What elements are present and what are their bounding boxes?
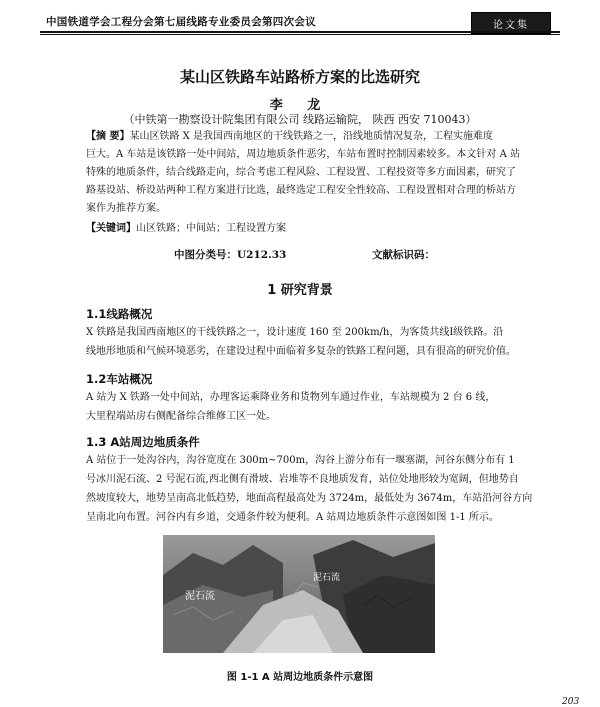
conference-header: 中国铁道学会工程分会第七届线路专业委员会第四次会议: [46, 16, 316, 28]
abstract-line-4: 路基设站、桥设站两种工程方案进行比选，最终选定工程安全性较高、工程设置相对合理的桥站方: [86, 185, 516, 196]
abstract-line-3: 特殊的地质条件，结合线路走向，综合考虑工程风险、工程设置、工程投资等多方面因素，研究了: [86, 167, 516, 178]
keywords-label: 【关键词】: [86, 223, 136, 234]
keywords-text: 山区铁路；中间站；工程设置方案: [136, 223, 286, 234]
proceedings-logo: 论文集: [471, 12, 551, 34]
abstract-line-2: 巨大。A 车站是该铁路一处中间站，周边地质条件恶劣，车站布置时控制因素较多。本文针对 A 站: [86, 149, 520, 160]
figure-caption: 图 1-1 A 站周边地质条件示意图: [226, 672, 374, 683]
paper-title: 某山区铁路车站路桥方案的比选研究: [179, 68, 420, 86]
abstract-label: 【摘 要】: [86, 131, 130, 142]
paragraph-line: A 站位于一处沟谷内，沟谷宽度在 300m~700m，沟谷上游分布有一堰塞湖，河谷东侧分布有 1: [86, 455, 515, 466]
header-rule-thin: [40, 34, 560, 35]
clc-number: 中图分类号：U212.33: [174, 249, 287, 261]
page-number: 203: [562, 697, 580, 707]
section-heading: 1 研究背景: [267, 283, 333, 298]
author-affiliation: （中铁第一勘察设计院集团有限公司 线路运输院， 陕西 西安 710043）: [123, 113, 477, 126]
paragraph-line: 然坡度较大，地势呈南高北低趋势，地面高程最高处为 3724m，最低处为 3674m，车站沿河谷方向: [86, 493, 533, 504]
paragraph-line: A 站为 X 铁路一处中间站，办理客运乘降业务和货物列车通过作业，车站规模为 2 台 6 线，: [86, 392, 496, 403]
geology-aerial-photo: [163, 535, 435, 653]
figure-label-left: 泥石流: [185, 591, 215, 602]
paper-author: 李 龙: [269, 98, 331, 113]
paragraph-line: 线地形地质和气候环境恶劣，在建设过程中面临着多复杂的铁路工程问题，具有很高的研究价值。: [86, 346, 516, 357]
document-code: 文献标识码：: [372, 249, 435, 261]
paragraph-line: 号冰川泥石流、2 号泥石流,西北侧有滑坡、岩堆等不良地质发育，站位处地形较为宽阔，但地势自: [86, 474, 519, 485]
paragraph-line: 大里程端站房右侧配备综合维修工区一处。: [86, 411, 276, 422]
header-rule: [40, 31, 560, 33]
subsection-heading-1-1: 1.1线路概况: [86, 307, 153, 321]
paragraph-line: 呈南北向布置。河谷内有乡道，交通条件较为便利。A 站周边地质条件示意图如图 1-1 所示。: [86, 512, 499, 523]
subsection-heading-1-3: 1.3 A站周边地质条件: [86, 435, 200, 449]
paragraph-line: X 铁路是我国西南地区的干线铁路之一，设计速度 160 至 200km/h，为客货共线Ⅰ级铁路。沿: [86, 327, 504, 338]
subsection-heading-1-2: 1.2车站概况: [86, 372, 153, 386]
abstract-line-5: 案作为推荐方案。: [86, 203, 166, 214]
figure-label-right: 泥石流: [313, 573, 341, 583]
abstract-line-1: 【摘 要】某山区铁路 X 是我国西南地区的干线铁路之一，沿线地质情况复杂，工程实施难度: [86, 131, 493, 142]
keywords: [86, 220, 548, 238]
